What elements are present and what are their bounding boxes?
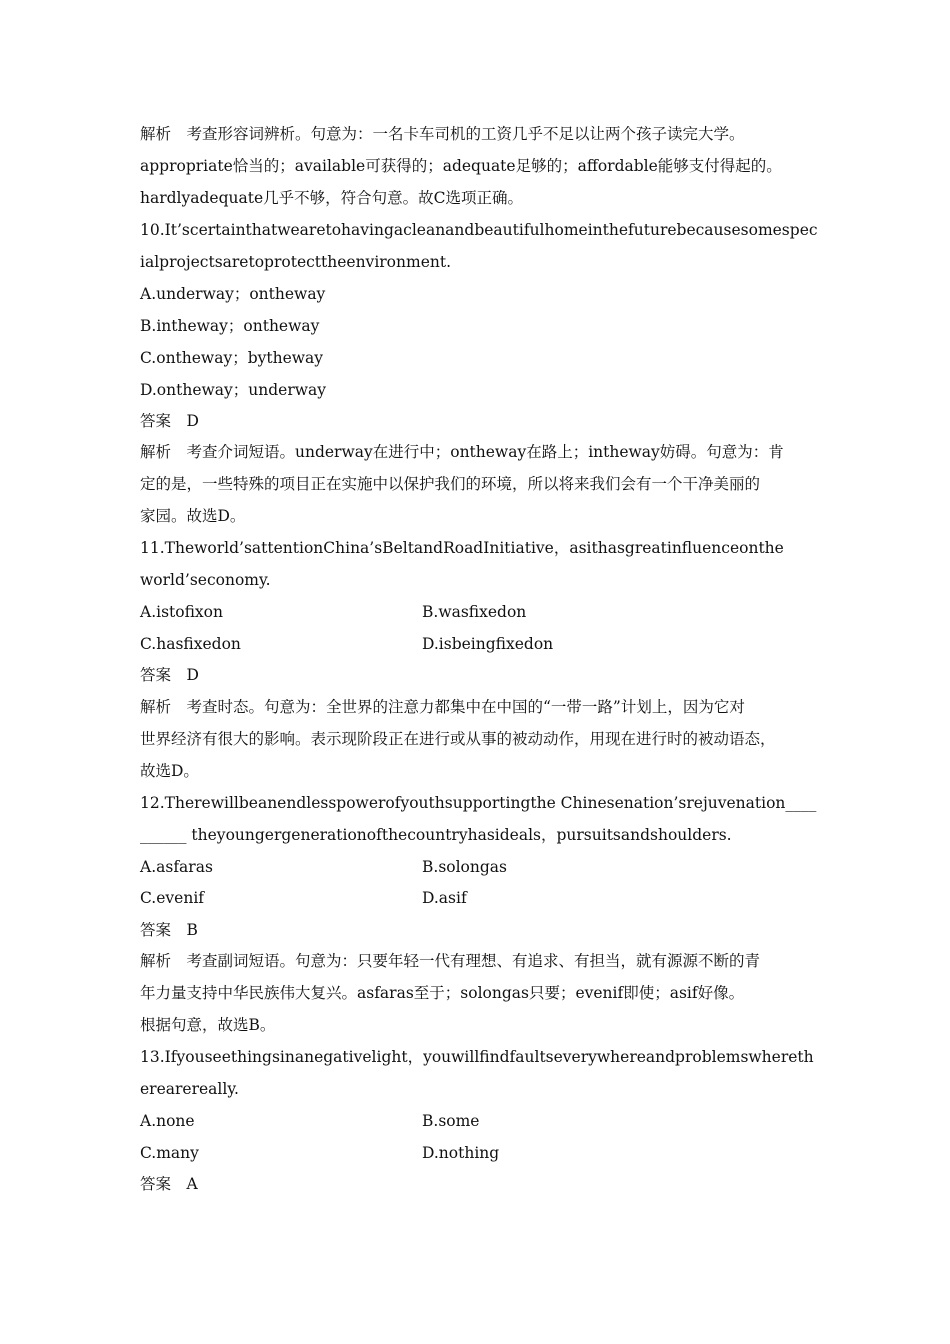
q10-option-b: B.intheway；ontheway: [140, 317, 320, 335]
q13-option-d: D.nothing: [422, 1144, 500, 1162]
q12-options-row-2: [140, 888, 820, 908]
q10-stem-line-1: 10.It’scertainthatwearetohavingacleanandbeautifulhomeinthefuturebecausesomespec: [140, 221, 818, 239]
q12-options-row-1: [140, 857, 820, 877]
q9-explanation-line-1: 解析 考查形容词辨析。句意为：一名卡车司机的工资几乎不足以让两个孩子读完大学。: [140, 125, 745, 143]
q9-explanation-line-3: hardlyadequate几乎不够，符合句意。故C选项正确。: [140, 189, 524, 207]
q13-options-row-2: [140, 1143, 820, 1163]
q12-option-b: B.solongas: [422, 858, 507, 876]
q11-option-a: A.istofixon: [140, 603, 223, 621]
q13-option-a: A.none: [140, 1112, 195, 1130]
q13-options-row-1: [140, 1111, 820, 1131]
q10-option-a: A.underway；ontheway: [140, 285, 326, 303]
q9-explanation-line-2: appropriate恰当的；available可获得的；adequate足够的；affordable能够支付得起的。: [140, 157, 782, 175]
q11-explanation-line-1: 解析 考查时态。句意为：全世界的注意力都集中在中国的“一带一路”计划上，因为它对: [140, 698, 745, 716]
q13-option-c: C.many: [140, 1144, 199, 1162]
q11-explanation-line-2: 世界经济有很大的影响。表示现阶段正在进行或从事的被动动作，用现在进行时的被动语态，: [140, 730, 776, 748]
q12-explanation-line-3: 根据句意，故选B。: [140, 1016, 276, 1034]
q13-stem-line-1: 13.Ifyouseethingsinanegativelight，youwillfindfaultseverywhereandproblemswhereth: [140, 1048, 814, 1066]
q11-explanation-line-3: 故选D。: [140, 762, 199, 780]
q10-explanation-line-3: 家园。故选D。: [140, 507, 246, 525]
q12-option-c: C.evenif: [140, 889, 205, 907]
q12-explanation-line-1: 解析 考查副词短语。句意为：只要年轻一代有理想、有追求、有担当，就有源源不断的青: [140, 952, 761, 970]
q11-answer: 答案 D: [140, 666, 199, 684]
q12-explanation-line-2: 年力量支持中华民族伟大复兴。asfaras至于；solongas只要；evenif即使；asif好像。: [140, 984, 745, 1002]
q12-answer: 答案 B: [140, 921, 198, 939]
q12-option-a: A.asfaras: [140, 858, 213, 876]
q12-option-d: D.asif: [422, 889, 467, 907]
q11-options-row-1: [140, 602, 820, 622]
q11-option-c: C.hasfixedon: [140, 635, 241, 653]
q11-stem-line-1: 11.Theworld’sattentionChina’sBeltandRoadInitiative，asithasgreatinfluenceonthe: [140, 539, 784, 557]
q10-explanation-line-1: 解析 考查介词短语。underway在进行中；ontheway在路上；intheway妨碍。句意为：肯: [140, 443, 784, 461]
q11-stem-line-2: world’seconomy.: [140, 571, 271, 589]
q10-stem-line-2: ialprojectsaretoprotecttheenvironment.: [140, 253, 452, 271]
q10-option-d: D.ontheway；underway: [140, 381, 327, 399]
q10-answer: 答案 D: [140, 412, 199, 430]
q12-stem-line-2: ______ theyoungergenerationofthecountryhasideals，pursuitsandshoulders.: [140, 826, 732, 844]
q13-answer: 答案 A: [140, 1175, 198, 1193]
q11-option-b: B.wasfixedon: [422, 603, 527, 621]
q11-options-row-2: [140, 634, 820, 654]
q10-explanation-line-2: 定的是，一些特殊的项目正在实施中以保护我们的环境，所以将来我们会有一个干净美丽的: [140, 475, 761, 493]
q12-stem-line-1: 12.Therewillbeanendlesspowerofyouthsupportingthe Chinesenation’srejuvenation____: [140, 794, 817, 812]
q13-option-b: B.some: [422, 1112, 480, 1130]
q13-stem-line-2: erearereally.: [140, 1080, 239, 1098]
q10-option-c: C.ontheway；bytheway: [140, 349, 324, 367]
q11-option-d: D.isbeingfixedon: [422, 635, 554, 653]
